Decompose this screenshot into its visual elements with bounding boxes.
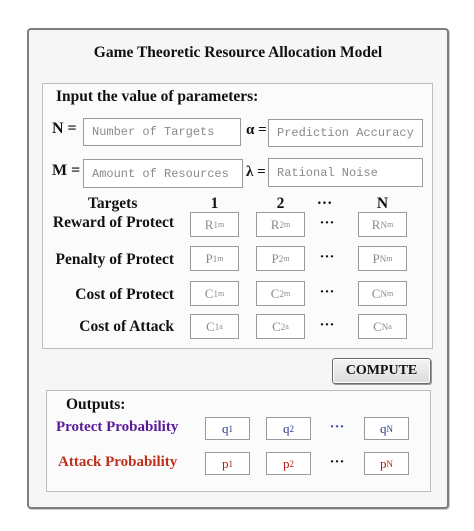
prediction-accuracy-input[interactable]: Prediction Accuracy	[268, 119, 423, 147]
alpha-label: α =	[246, 122, 267, 138]
column-header-n: N	[376, 195, 389, 212]
protect-output-ellipsis: ···	[329, 419, 345, 435]
cell-reward-of-protect-n[interactable]: R N m	[358, 212, 407, 237]
column-header-ellipsis: ···	[316, 195, 333, 212]
column-header-1: 1	[210, 195, 219, 212]
protect-output-n: q N	[364, 417, 409, 440]
cell-penalty-of-protect-1[interactable]: P 1 m	[190, 246, 239, 271]
rational-noise-input[interactable]: Rational Noise	[268, 158, 423, 187]
window-title: Game Theoretic Resource Allocation Model	[93, 44, 383, 61]
attack-output-2: p 2	[266, 452, 311, 475]
row-label-penalty-of-protect: Penalty of Protect	[55, 251, 174, 268]
column-header-2: 2	[276, 195, 285, 212]
attack-output-1: p 1	[205, 452, 250, 475]
cell-cost-of-protect-n[interactable]: C N m	[358, 281, 407, 306]
cell-penalty-of-protect-2[interactable]: P 2 m	[256, 246, 305, 271]
m-label: M =	[52, 162, 81, 179]
protect-probability-label: Protect Probability	[56, 419, 179, 435]
protect-output-2: q 2	[266, 417, 311, 440]
outputs-heading: Outputs:	[66, 396, 126, 413]
ellipsis-reward-of-protect: ···	[319, 215, 335, 231]
lambda-label: λ =	[246, 164, 266, 180]
parameters-heading: Input the value of parameters:	[56, 88, 259, 105]
ellipsis-penalty-of-protect: ···	[319, 249, 335, 265]
attack-output-n: p N	[364, 452, 409, 475]
cell-cost-of-attack-2[interactable]: C 2 a	[256, 314, 305, 339]
cell-reward-of-protect-2[interactable]: R 2 m	[256, 212, 305, 237]
n-label: N =	[52, 120, 77, 137]
attack-probability-label: Attack Probability	[58, 454, 178, 470]
ellipsis-cost-of-protect: ···	[319, 284, 335, 300]
number-of-targets-input[interactable]: Number of Targets	[83, 118, 241, 146]
row-label-reward-of-protect: Reward of Protect	[52, 214, 174, 231]
cell-cost-of-protect-2[interactable]: C 2 m	[256, 281, 305, 306]
targets-label: Targets	[88, 195, 138, 212]
protect-output-1: q 1	[205, 417, 250, 440]
row-label-cost-of-attack: Cost of Attack	[79, 318, 174, 335]
row-label-cost-of-protect: Cost of Protect	[75, 286, 174, 303]
cell-cost-of-attack-n[interactable]: C N a	[358, 314, 407, 339]
ellipsis-cost-of-attack: ···	[319, 317, 335, 333]
attack-output-ellipsis: ···	[329, 454, 345, 470]
cell-cost-of-attack-1[interactable]: C 1 a	[190, 314, 239, 339]
cell-cost-of-protect-1[interactable]: C 1 m	[190, 281, 239, 306]
cell-reward-of-protect-1[interactable]: R 1 m	[190, 212, 239, 237]
cell-penalty-of-protect-n[interactable]: P N m	[358, 246, 407, 271]
amount-of-resources-input[interactable]: Amount of Resources	[83, 159, 243, 188]
compute-button[interactable]: COMPUTE	[332, 358, 431, 384]
